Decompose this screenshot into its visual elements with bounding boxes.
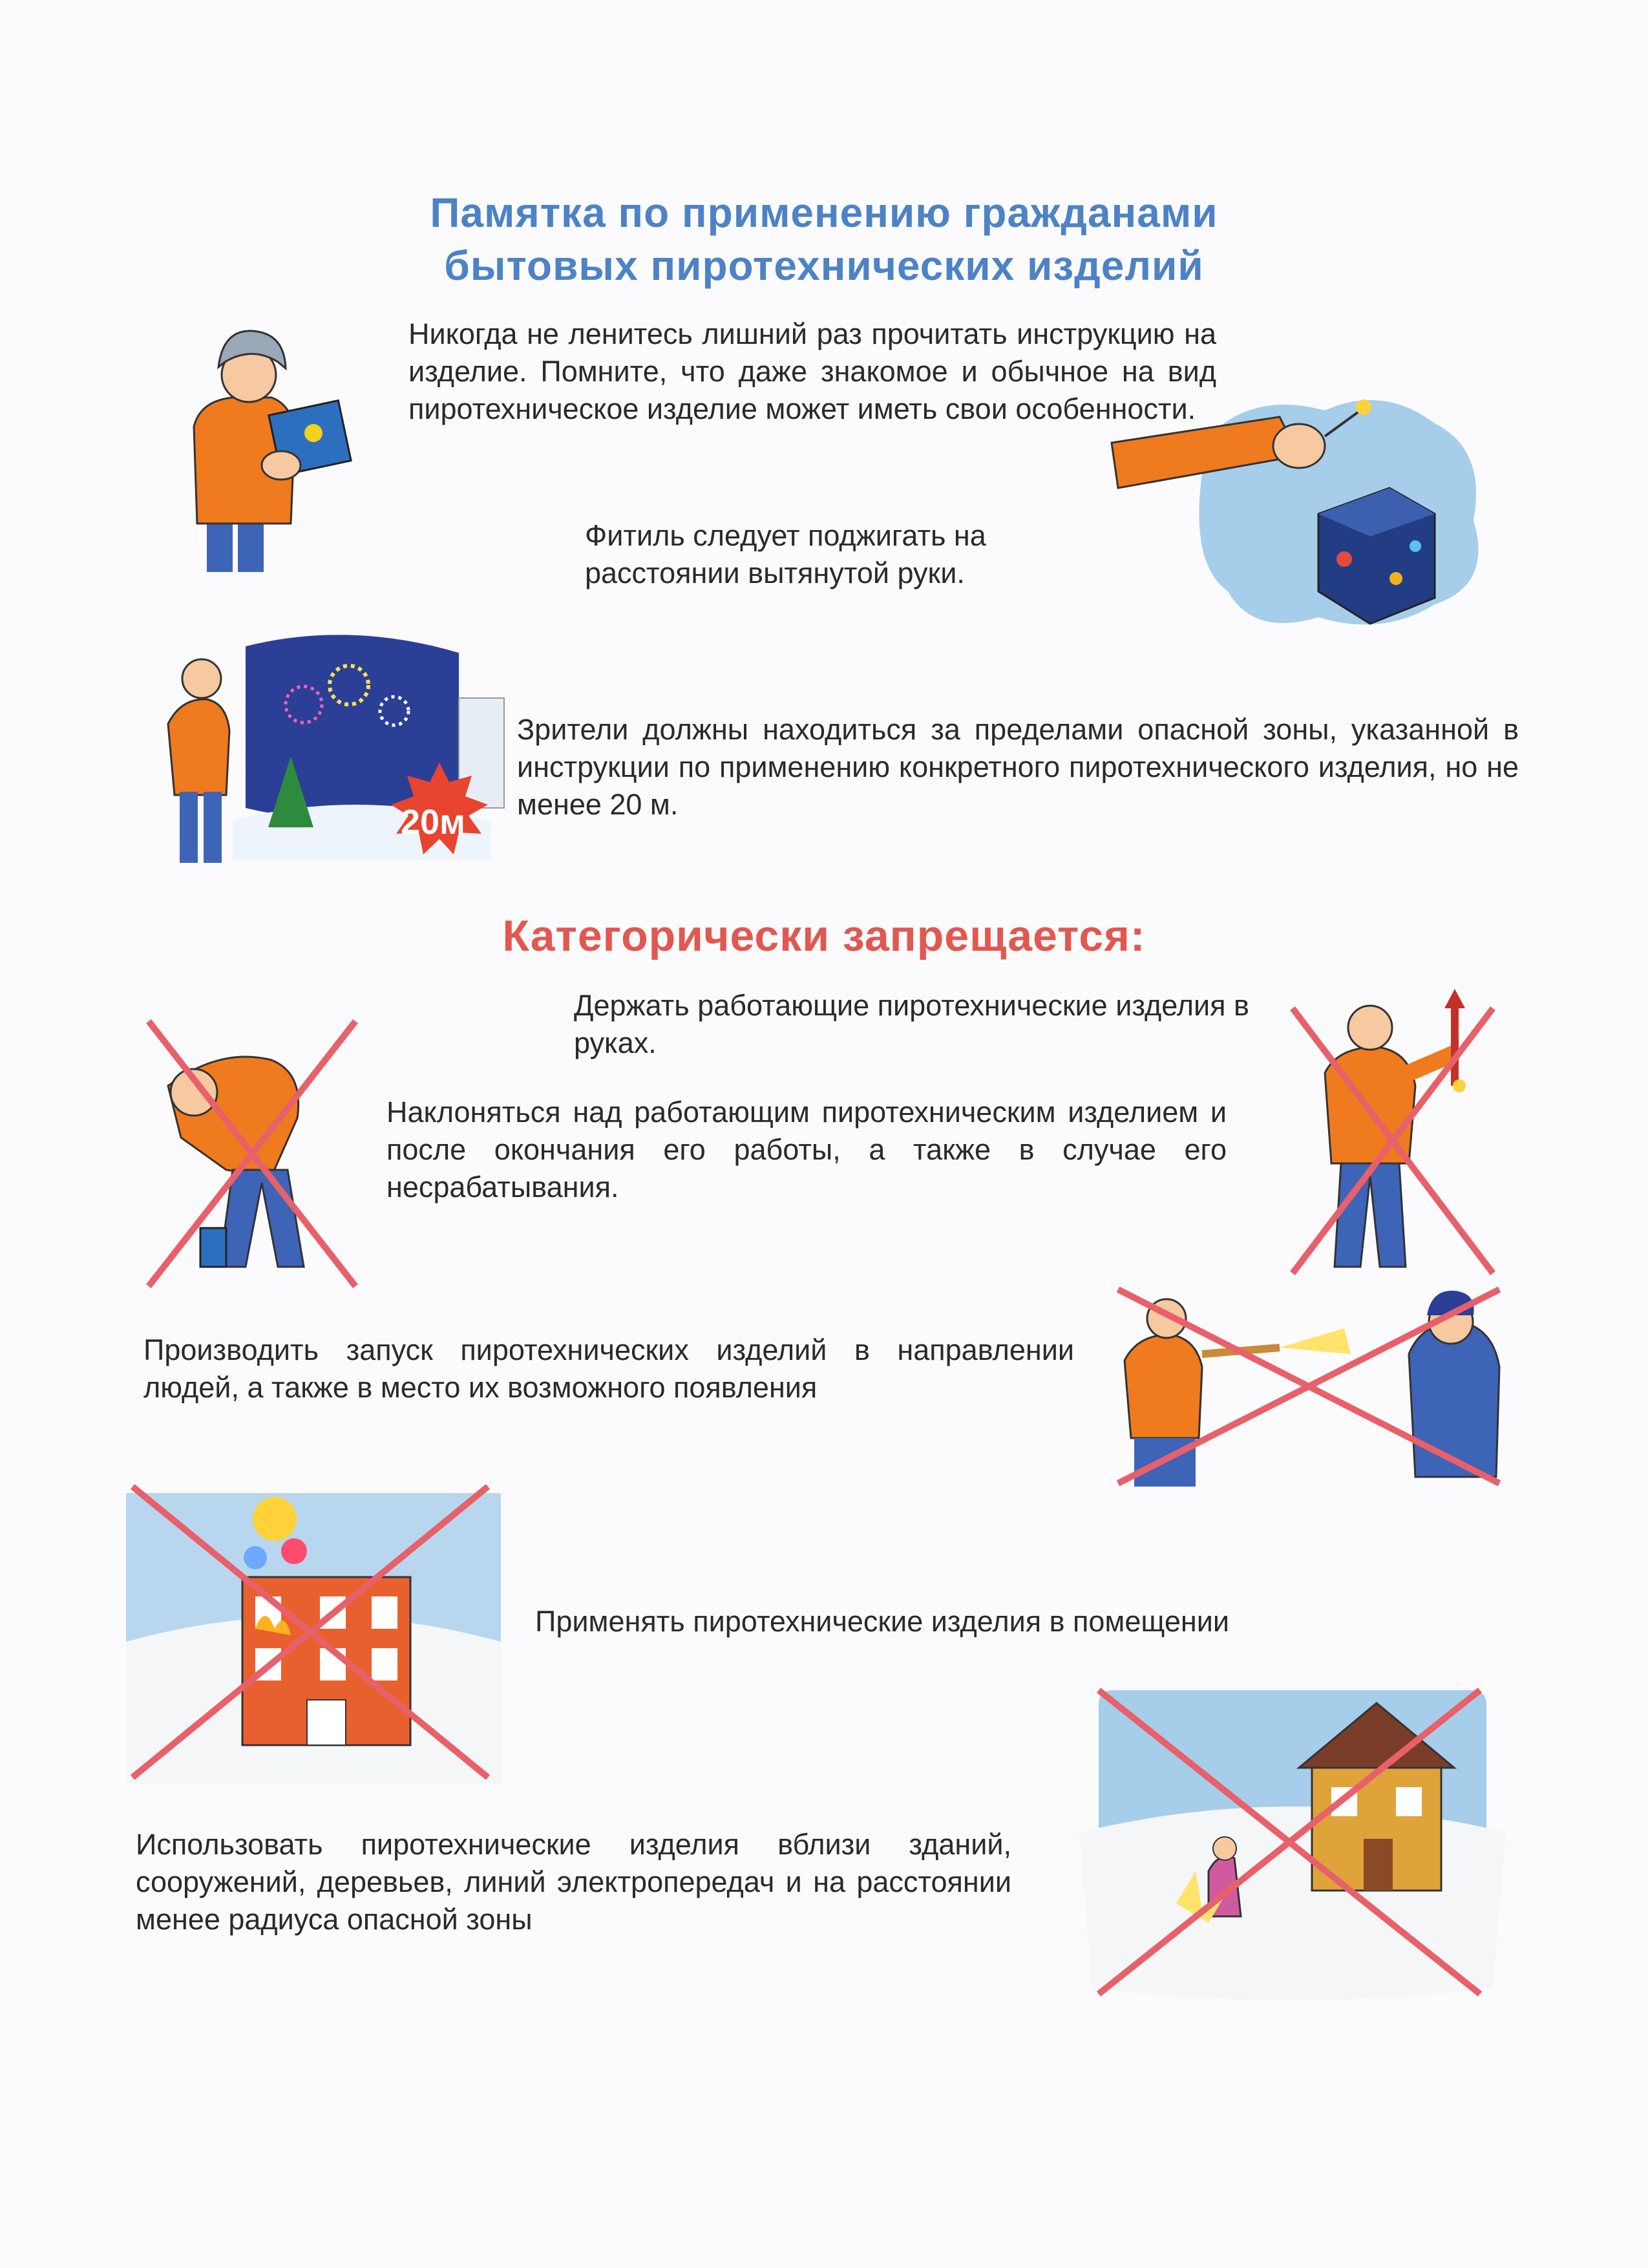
title-line-2: бытовых пиротехнических изделий xyxy=(444,242,1204,289)
page-title xyxy=(0,186,1648,292)
near-buildings-text: Использовать пиротехнические изделия вблизи зданий, сооружений, деревьев, линий электропередач и на расстоянии менее радиуса опасной зоны xyxy=(136,1828,1011,1936)
hold-in-hands-text: Держать работающие пиротехнические изделия в руках. xyxy=(574,989,1249,1059)
holding-rocket-illustration xyxy=(1286,989,1506,1280)
spectators-text: Зрители должны находиться за пределами опасной зоны, указанной в инструкции по применению конкретного пиротехнического изделия, но не менее 20 м. xyxy=(517,713,1519,821)
lighting-fuse-illustration xyxy=(1112,397,1486,643)
reading-instructions-illustration xyxy=(162,317,368,575)
prohibitions-heading: Категорически запрещается: xyxy=(502,911,1146,960)
shooting-at-people-illustration xyxy=(1112,1283,1512,1490)
lean-over-text: Наклоняться над работающим пиротехническим изделием и после окончания его работы, а также в случае его несрабатывания. xyxy=(386,1096,1227,1203)
towards-people-text: Производить запуск пиротехнических изделий в направлении людей, а также в место их возможного появления xyxy=(143,1333,1074,1404)
indoors-building-illustration xyxy=(126,1480,501,1784)
near-buildings-illustration xyxy=(1079,1677,1506,2007)
leaning-over-illustration xyxy=(142,1008,375,1299)
title-line-1: Памятка по применению гражданами xyxy=(430,189,1218,236)
distance-badge: 20м xyxy=(400,803,465,842)
read-instructions-text: Никогда не ленитесь лишний раз прочитать инструкцию на изделие. Помните, что даже знакомое и обычное на вид пиротехническое изделие может иметь свои особенности. xyxy=(408,317,1216,425)
light-fuse-text: Фитиль следует поджигать на расстоянии вытянутой руки. xyxy=(585,519,986,589)
indoors-text: Применять пиротехнические изделия в помещении xyxy=(535,1605,1230,1638)
